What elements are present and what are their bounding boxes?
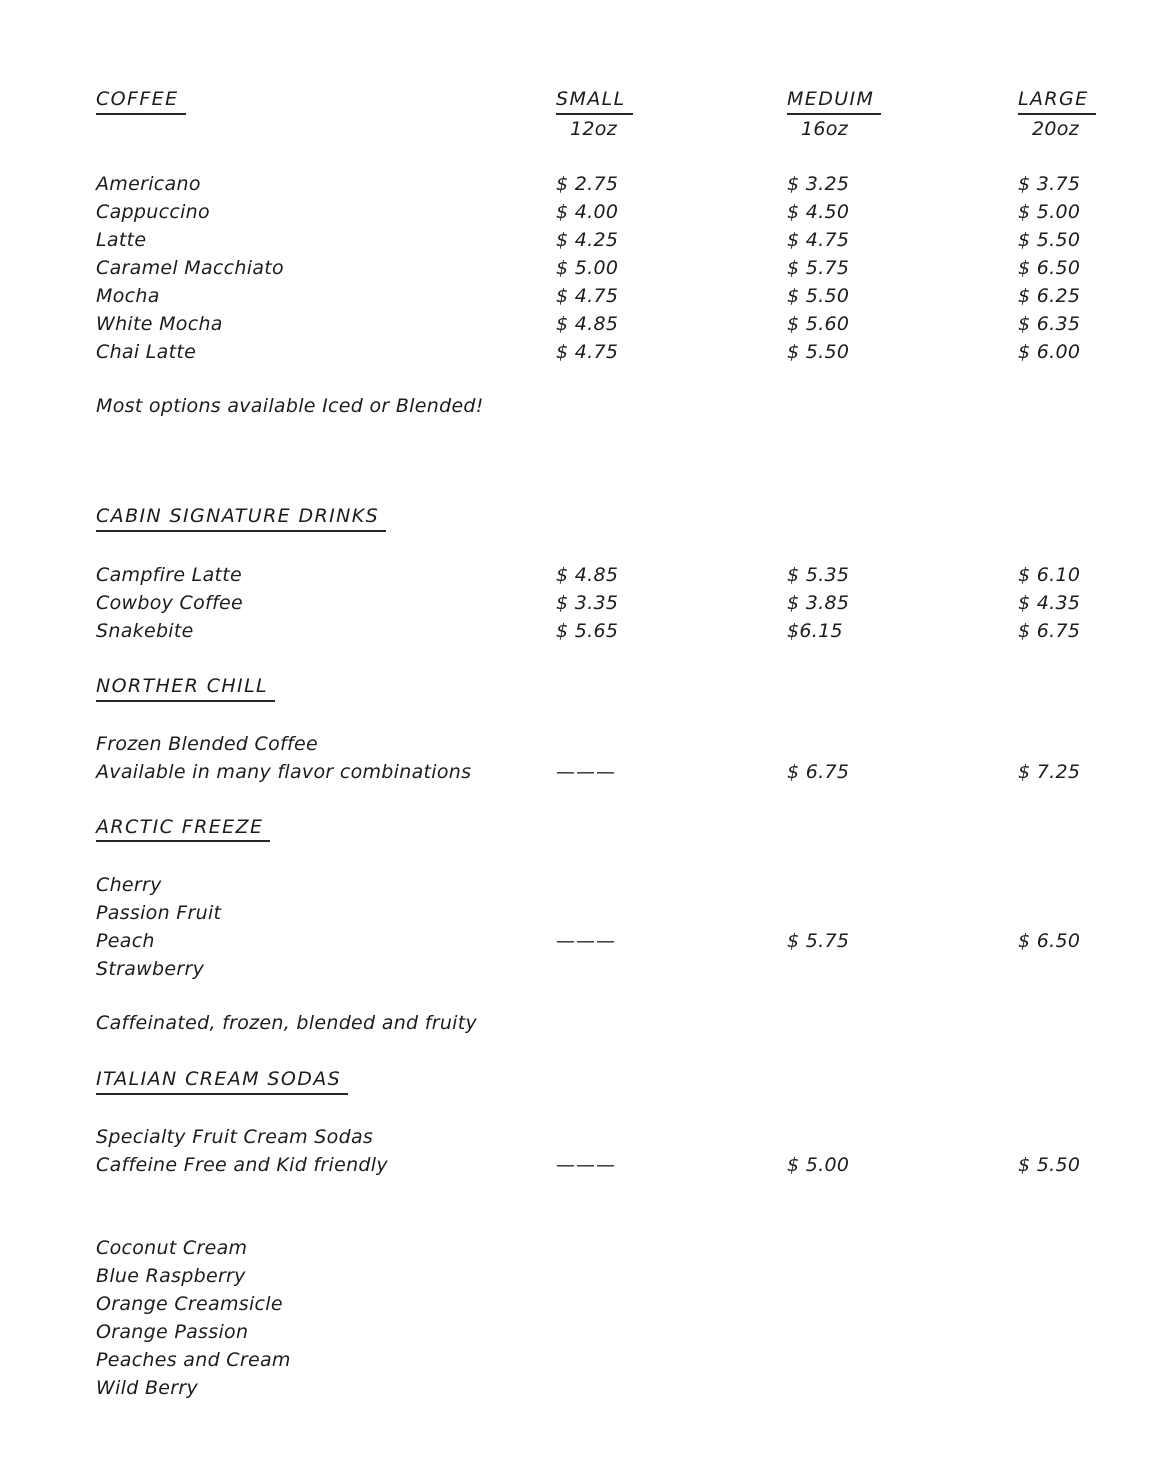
menu-item-row	[96, 338, 1130, 366]
category-heading-cell	[96, 85, 556, 115]
arctic-flavors-bottom	[96, 955, 1130, 983]
price-medium: $ 5.75	[787, 930, 850, 953]
coffee-note: Most options available Iced or Blended!	[96, 394, 484, 417]
price-small: ———	[556, 1154, 616, 1177]
price-medium: $ 4.50	[787, 200, 850, 223]
price-medium: $ 5.75	[787, 256, 850, 279]
price-medium: $ 5.50	[787, 340, 850, 363]
price-large: $ 7.25	[1018, 760, 1081, 783]
price-small: $ 4.75	[556, 284, 619, 307]
item-name: Caramel Macchiato	[96, 256, 284, 279]
flavor-line: Orange Passion	[96, 1321, 249, 1344]
price-small: $ 2.75	[556, 172, 619, 195]
flavor-line: Peaches and Cream	[96, 1349, 291, 1372]
price-small: $ 4.25	[556, 228, 619, 251]
flavor-line: Strawberry	[96, 958, 205, 981]
item-name: Campfire Latte	[96, 563, 243, 586]
italian-description: Specialty Fruit Cream Sodas	[96, 1126, 374, 1149]
item-name: Mocha	[96, 284, 160, 307]
size-small: 12oz	[570, 117, 617, 140]
price-small: ———	[556, 930, 616, 953]
arctic-flavors-top	[96, 871, 1130, 927]
section-title-cabin-signature-drinks: CABIN SIGNATURE DRINKS	[96, 506, 386, 532]
price-large: $ 6.25	[1018, 284, 1081, 307]
menu-item-row	[96, 617, 1130, 645]
price-medium: $ 5.50	[787, 284, 850, 307]
item-name: Cowboy Coffee	[96, 591, 243, 614]
arctic-items	[96, 927, 1130, 955]
price-medium: $ 5.00	[787, 1154, 850, 1177]
price-small: $ 4.85	[556, 312, 619, 335]
flavor-line: Blue Raspberry	[96, 1265, 246, 1288]
price-small: ———	[556, 760, 616, 783]
menu-item-row	[96, 561, 1130, 589]
price-large: $ 4.35	[1018, 591, 1081, 614]
price-large: $ 3.75	[1018, 172, 1081, 195]
item-name: White Mocha	[96, 312, 223, 335]
flavor-line: Passion Fruit	[96, 902, 222, 925]
menu-item-row	[96, 758, 1130, 786]
price-medium: $ 5.60	[787, 312, 850, 335]
flavor-line: Coconut Cream	[96, 1237, 248, 1260]
section-italian-heading-row	[96, 1065, 1130, 1095]
menu-item-row	[96, 226, 1130, 254]
price-medium: $ 4.75	[787, 228, 850, 251]
menu-item-row	[96, 310, 1130, 338]
price-large: $ 6.50	[1018, 256, 1081, 279]
flavor-line: Wild Berry	[96, 1377, 199, 1400]
price-small: $ 3.35	[556, 591, 619, 614]
item-name: Latte	[96, 228, 147, 251]
price-medium: $ 3.25	[787, 172, 850, 195]
section-cabin-heading-row	[96, 502, 1130, 532]
arctic-note: Caffeinated, frozen, blended and fruity	[96, 1012, 478, 1035]
column-header-large: LARGE	[1018, 89, 1096, 115]
menu-item-row	[96, 589, 1130, 617]
item-name: Americano	[96, 172, 201, 195]
price-large: $ 6.00	[1018, 340, 1081, 363]
menu-item-row	[96, 170, 1130, 198]
section-arctic-heading-row	[96, 813, 1130, 843]
section-norther-heading-row	[96, 672, 1130, 702]
menu-item-row	[96, 927, 1130, 955]
size-medium: 16oz	[801, 117, 848, 140]
price-large: $ 6.35	[1018, 312, 1081, 335]
price-medium: $ 3.85	[787, 591, 850, 614]
price-large: $ 5.00	[1018, 200, 1081, 223]
price-small: $ 4.85	[556, 563, 619, 586]
menu-size-row	[96, 115, 1130, 143]
menu-item-row	[96, 1151, 1130, 1179]
cabin-items	[96, 561, 1130, 645]
section-title-norther-chill: NORTHER CHILL	[96, 676, 275, 702]
price-medium: $6.15	[787, 619, 843, 642]
item-name: Chai Latte	[96, 340, 197, 363]
price-small: $ 5.65	[556, 619, 619, 642]
norther-description: Frozen Blended Coffee	[96, 732, 318, 755]
price-medium: $ 6.75	[787, 760, 850, 783]
column-header-small: SMALL	[556, 89, 633, 115]
item-name: Available in many flavor combinations	[96, 760, 472, 783]
flavor-line: Orange Creamsicle	[96, 1293, 283, 1316]
menu-item-row	[96, 254, 1130, 282]
section-title-arctic-freeze: ARCTIC FREEZE	[96, 817, 270, 843]
italian-items	[96, 1151, 1130, 1179]
price-large: $ 5.50	[1018, 228, 1081, 251]
norther-items	[96, 758, 1130, 786]
item-name: Caffeine Free and Kid friendly	[96, 1154, 388, 1177]
menu-header-row	[96, 85, 1130, 115]
price-large: $ 6.75	[1018, 619, 1081, 642]
category-heading-coffee: COFFEE	[96, 89, 186, 115]
price-small: $ 4.75	[556, 340, 619, 363]
item-name: Cappuccino	[96, 200, 210, 223]
price-small: $ 5.00	[556, 256, 619, 279]
column-header-medium: MEDUIM	[787, 89, 881, 115]
price-large: $ 6.10	[1018, 563, 1081, 586]
coffee-items	[96, 170, 1130, 366]
price-small: $ 4.00	[556, 200, 619, 223]
price-medium: $ 5.35	[787, 563, 850, 586]
item-name: Snakebite	[96, 619, 194, 642]
item-name: Peach	[96, 930, 155, 953]
size-spacer	[96, 115, 556, 143]
flavor-line: Cherry	[96, 874, 162, 897]
italian-flavors	[96, 1234, 1130, 1402]
size-large: 20oz	[1032, 117, 1079, 140]
column-header-small-cell	[556, 85, 787, 115]
menu-item-row	[96, 282, 1130, 310]
price-large: $ 6.50	[1018, 930, 1081, 953]
column-header-medium-cell	[787, 85, 1018, 115]
price-large: $ 5.50	[1018, 1154, 1081, 1177]
column-header-large-cell	[1018, 85, 1130, 115]
section-title-italian-cream-sodas: ITALIAN CREAM SODAS	[96, 1069, 348, 1095]
menu-item-row	[96, 198, 1130, 226]
